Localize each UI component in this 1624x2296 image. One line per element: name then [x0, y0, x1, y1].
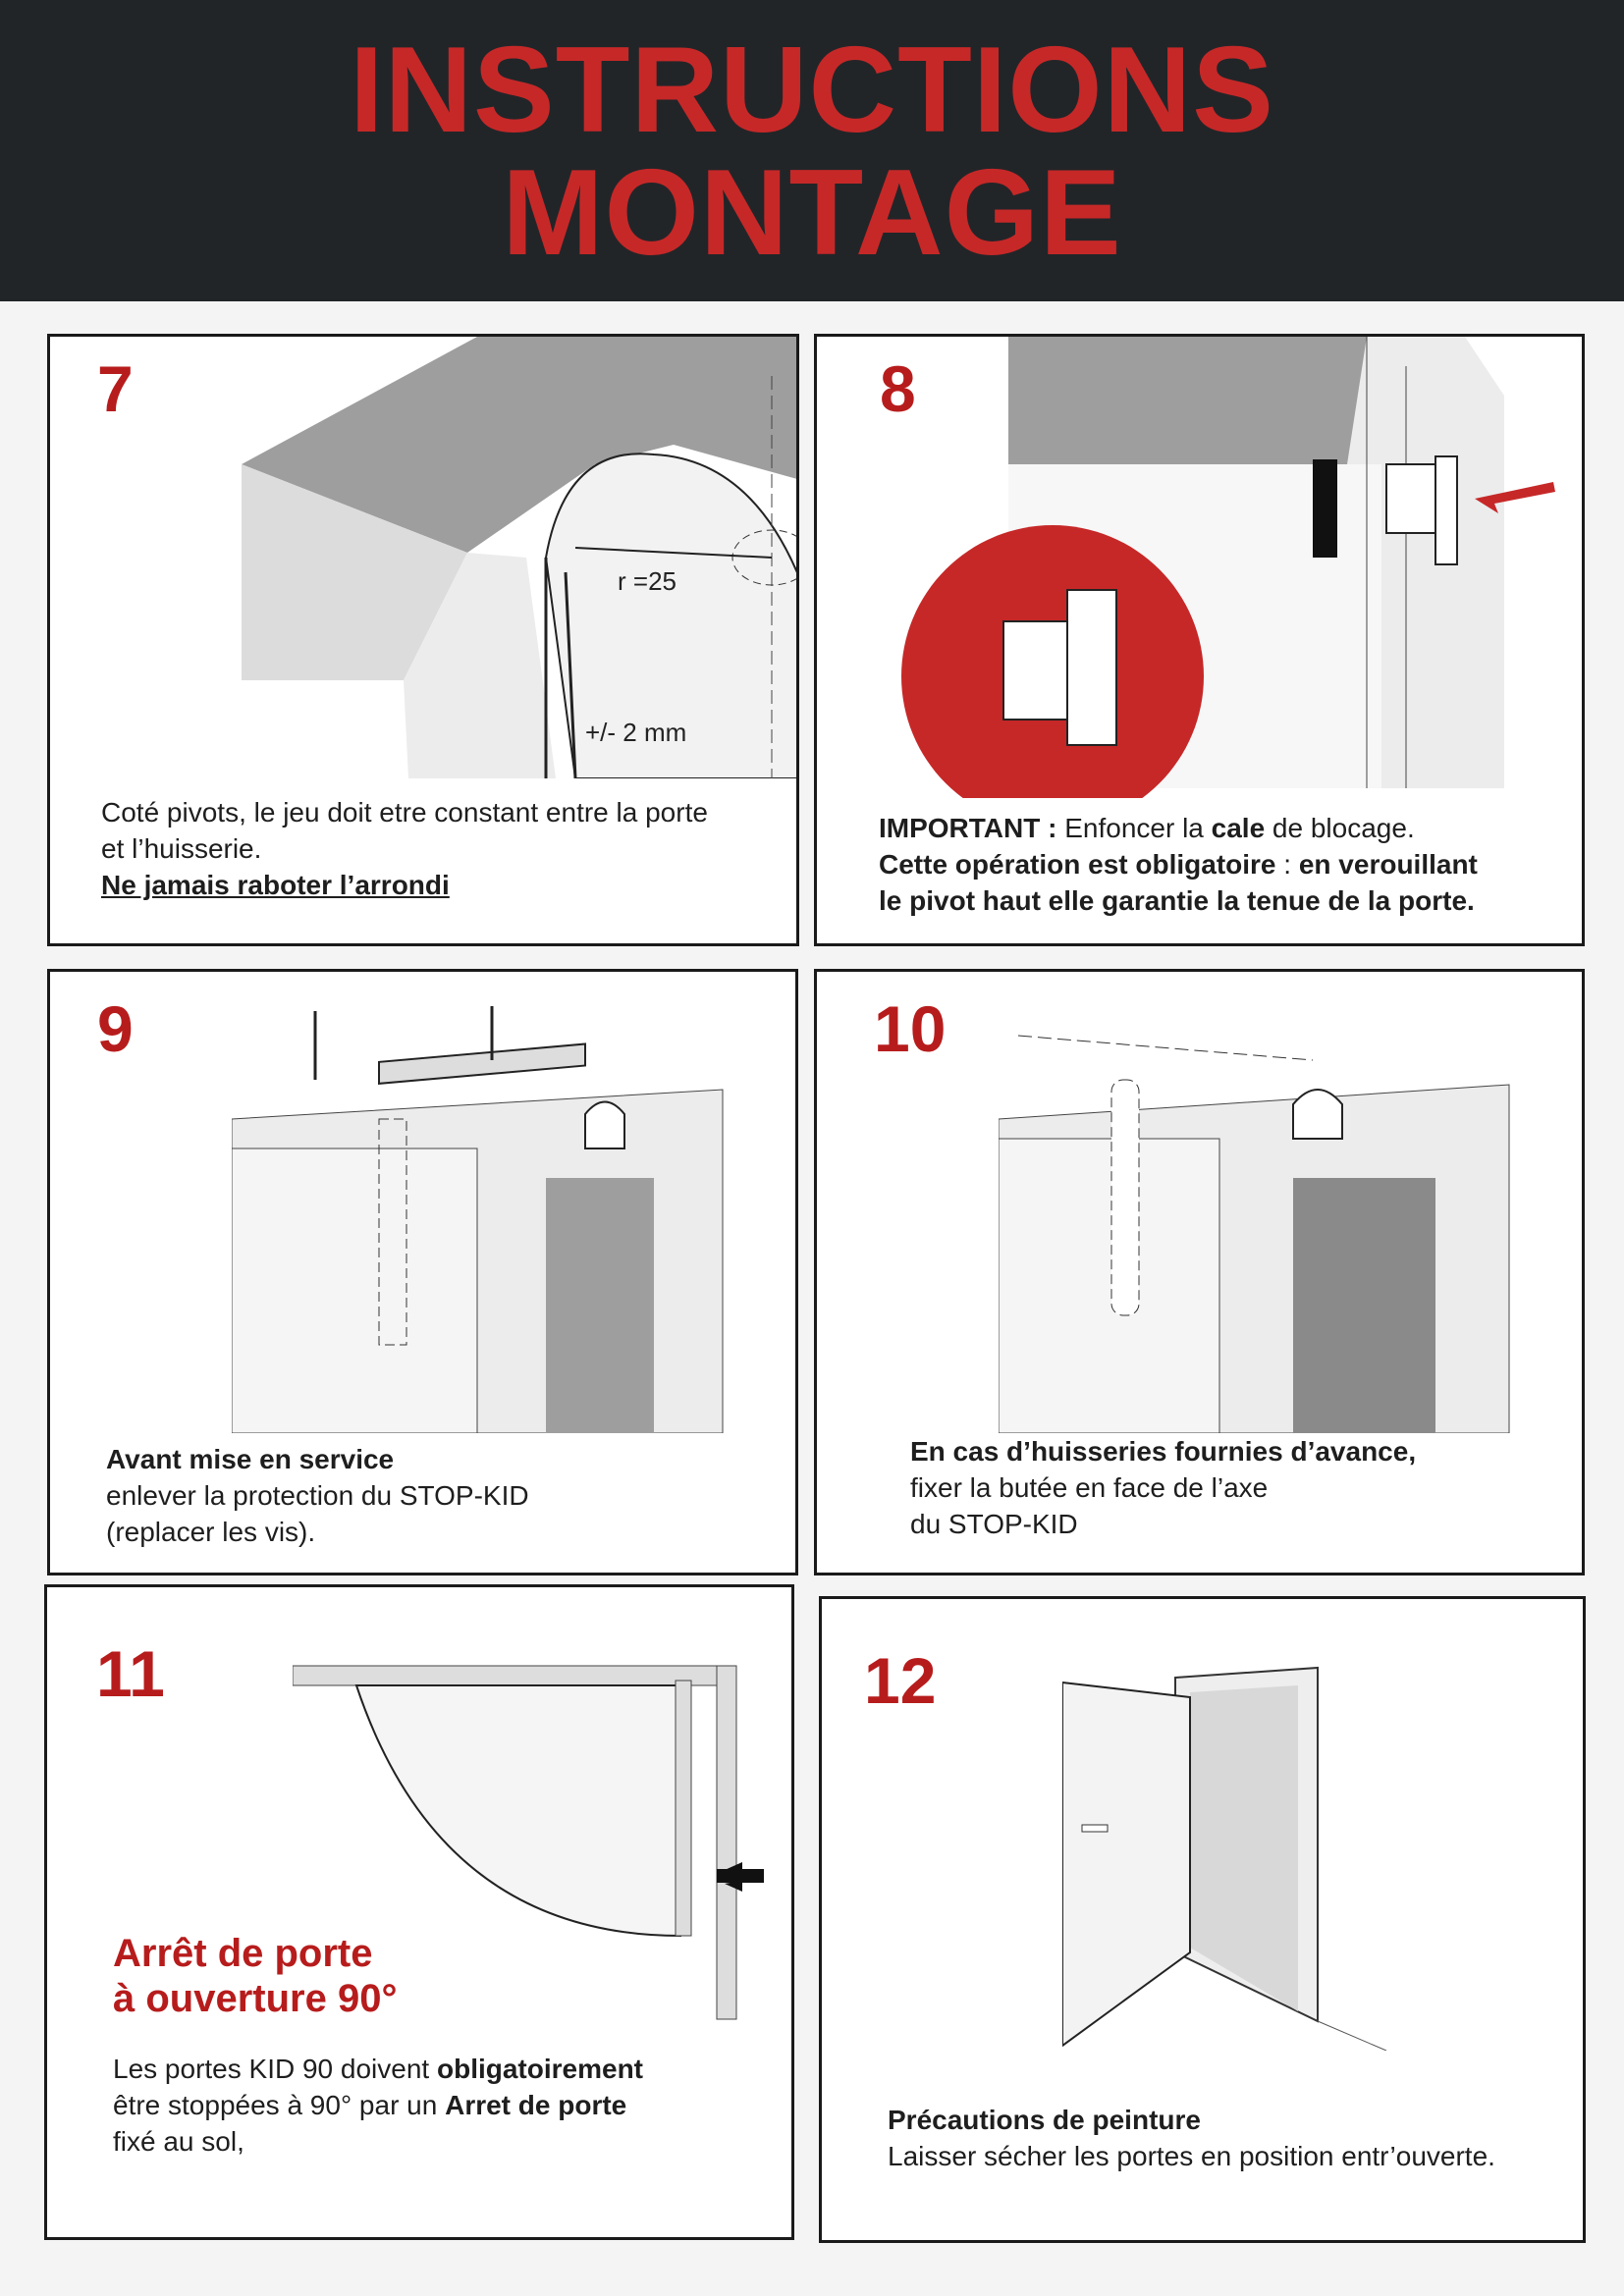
warning-line: Ne jamais raboter l’arrondi	[101, 870, 450, 900]
step-7-panel	[47, 334, 799, 946]
step-number: 10	[874, 992, 947, 1065]
step-number: 9	[97, 992, 134, 1065]
gap-label: +/- 2 mm	[585, 718, 687, 747]
text-heading: Précautions de peinture	[888, 2105, 1201, 2135]
ajar-door-illustration	[1062, 1658, 1396, 2051]
step-number: 7	[97, 352, 134, 425]
text-line: du STOP-KID	[910, 1509, 1078, 1539]
step-9-panel	[47, 969, 798, 1575]
title-line-1: INSTRUCTIONS	[350, 23, 1274, 158]
step-10-text	[910, 1433, 1416, 1542]
stop-position-illustration	[999, 1011, 1519, 1433]
heading-line: Arrêt de porte	[113, 1932, 373, 1975]
step-11-panel	[44, 1584, 794, 2240]
blocking-wedge-illustration	[817, 337, 1585, 798]
text-heading: Avant mise en service	[106, 1444, 395, 1474]
text-line: Les portes KID 90 doivent obligatoirement	[113, 2054, 643, 2084]
text-line: fixé au sol,	[113, 2126, 244, 2157]
heading-line: à ouverture 90°	[113, 1977, 398, 2020]
step-11-heading	[113, 1931, 397, 2021]
text-line: Cette opération est obligatoire : en verouillant	[879, 849, 1478, 880]
text-line: IMPORTANT : Enfoncer la cale de blocage.	[879, 813, 1415, 843]
text-line: (replacer les vis).	[106, 1517, 316, 1547]
step-12-text	[888, 2102, 1495, 2174]
radius-label: r =25	[618, 566, 677, 596]
frame-corner-illustration	[242, 337, 799, 778]
step-number: 8	[880, 352, 916, 425]
step-11-text	[113, 2051, 643, 2160]
step-7-text	[101, 794, 708, 903]
text-line: fixer la butée en face de l’axe	[910, 1472, 1269, 1503]
text-line: enlever la protection du STOP-KID	[106, 1480, 529, 1511]
text-line: Laisser sécher les portes en position entr’ouverte.	[888, 2141, 1495, 2171]
step-10-panel	[814, 969, 1585, 1575]
text-line: et l’huisserie.	[101, 833, 262, 864]
text-line: Coté pivots, le jeu doit etre constant entre la porte	[101, 797, 708, 828]
step-number: 12	[864, 1644, 937, 1717]
header-banner	[0, 0, 1624, 301]
step-9-text	[106, 1441, 529, 1550]
title-line-2: MONTAGE	[502, 145, 1122, 281]
text-line: le pivot haut elle garantie la tenue de la porte.	[879, 885, 1475, 916]
step-number: 11	[96, 1637, 165, 1710]
text-line: être stoppées à 90° par un Arret de porte	[113, 2090, 627, 2120]
step-8-panel	[814, 334, 1585, 946]
step-12-panel	[819, 1596, 1586, 2243]
step-8-text	[879, 810, 1478, 919]
text-heading: En cas d’huisseries fournies d’avance,	[910, 1436, 1417, 1467]
stop-kid-protection-illustration	[232, 1001, 742, 1433]
